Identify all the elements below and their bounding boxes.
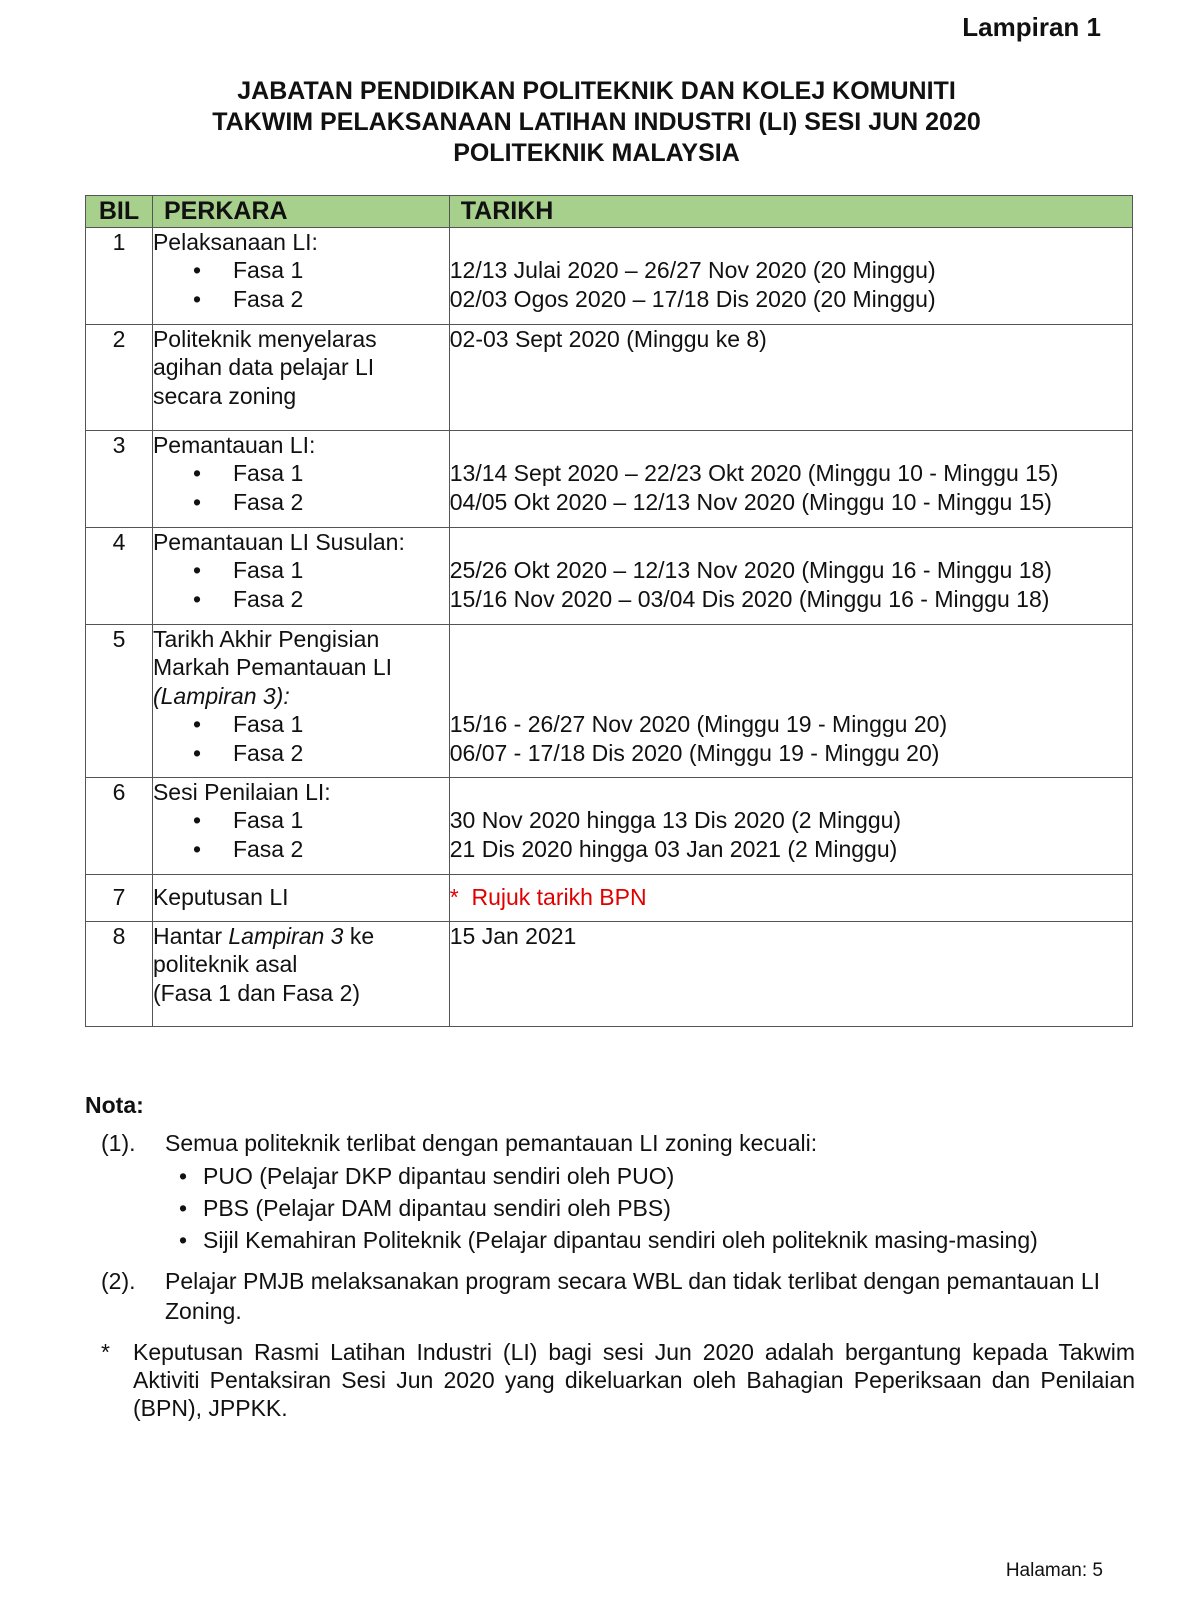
heading-line-2: TAKWIM PELAKSANAAN LATIHAN INDUSTRI (LI) SESI JUN 2020	[212, 108, 981, 136]
fasa-item: • Fasa 2	[192, 835, 304, 862]
row-perkara	[152, 430, 449, 527]
table-header-row	[86, 196, 1133, 228]
row-bil: 2	[86, 324, 153, 430]
fasa-item: • Fasa 1	[192, 460, 304, 486]
row-bil: 1	[86, 227, 153, 324]
perkara-line: Politeknik menyelaras	[152, 325, 377, 352]
footnote-text: Keputusan Rasmi Latihan Industri (LI) bagi sesi Jun 2020 adalah bergantung kepada Takwim Aktiviti Pentaksiran Sesi Jun 2020 yang dikeluarkan oleh Bahagian Peperiksaan dan Penilaian (BPN), JPPKK.	[133, 1339, 1135, 1421]
notes-title: Nota:	[85, 1092, 144, 1118]
perkara-line: (Fasa 1 dan Fasa 2)	[152, 979, 361, 1006]
row-tarikh	[449, 624, 1132, 777]
perkara-label: Pelaksanaan LI:	[152, 228, 318, 255]
note-number: (2).	[101, 1268, 136, 1294]
row-perkara	[152, 227, 449, 324]
attachment-label: Lampiran 1	[962, 12, 1101, 42]
list-item: • PBS (Pelajar DAM dipantau sendiri oleh PBS)	[179, 1195, 671, 1221]
row-bil: 4	[86, 527, 153, 624]
date-line: 13/14 Sept 2020 – 22/23 Okt 2020 (Minggu 10 - Minggu 15)	[449, 460, 1059, 486]
date-line: 21 Dis 2020 hingga 03 Jan 2021 (2 Minggu)	[449, 835, 898, 862]
fasa-item: • Fasa 1	[192, 807, 304, 833]
perkara-line: politeknik asal	[152, 951, 298, 977]
footnote	[85, 1338, 1135, 1422]
table-row	[86, 624, 1133, 777]
row-tarikh	[449, 527, 1132, 624]
note-text: Semua politeknik terlibat dengan pemantauan LI zoning kecuali:	[165, 1130, 818, 1156]
row-perkara	[152, 921, 449, 1026]
perkara-label: Pemantauan LI Susulan:	[152, 528, 405, 555]
table-row	[86, 777, 1133, 874]
row-perkara	[152, 527, 449, 624]
table-row	[86, 921, 1133, 1026]
note-item	[85, 1128, 1135, 1256]
table-row	[86, 324, 1133, 430]
date-line: 12/13 Julai 2020 – 26/27 Nov 2020 (20 Minggu)	[449, 257, 936, 283]
table-row	[86, 430, 1133, 527]
note-item	[85, 1266, 1135, 1326]
date-line: 30 Nov 2020 hingga 13 Dis 2020 (2 Minggu)	[449, 807, 902, 833]
row-bil: 5	[86, 624, 153, 777]
heading-line-3: POLITEKNIK MALAYSIA	[453, 139, 740, 167]
row-tarikh	[449, 874, 1132, 921]
row-bil: 7	[86, 874, 153, 921]
row-tarikh	[449, 430, 1132, 527]
date-line: 15/16 - 26/27 Nov 2020 (Minggu 19 - Minggu 20)	[449, 711, 948, 737]
list-item: • PUO (Pelajar DKP dipantau sendiri oleh PUO)	[179, 1163, 675, 1189]
heading-line-1: JABATAN PENDIDIKAN POLITEKNIK DAN KOLEJ KOMUNITI	[237, 77, 956, 105]
table-row	[86, 527, 1133, 624]
row-perkara: Keputusan LI	[152, 874, 449, 921]
page-number: Halaman: 5	[1005, 1560, 1103, 1581]
fasa-item: • Fasa 2	[192, 488, 304, 515]
header-tarikh: TARIKH	[449, 196, 1132, 228]
note-text: Pelajar PMJB melaksanakan program secara WBL dan tidak terlibat dengan pemantauan LI Zoning.	[165, 1268, 1101, 1324]
notes-section	[85, 1090, 1135, 1422]
list-item: • Sijil Kemahiran Politeknik (Pelajar dipantau sendiri oleh politeknik masing-masing)	[179, 1227, 1038, 1253]
perkara-italic: (Lampiran 3):	[152, 682, 290, 709]
row-bil: 3	[86, 430, 153, 527]
fasa-item: • Fasa 1	[192, 557, 304, 583]
document-heading	[0, 76, 1193, 169]
row-perkara	[152, 324, 449, 430]
perkara-line: Markah Pemantauan LI	[152, 654, 393, 680]
perkara-label: Pemantauan LI:	[152, 431, 316, 458]
perkara-line: secara zoning	[152, 382, 297, 409]
row-bil: 6	[86, 777, 153, 874]
date-line: 02-03 Sept 2020 (Minggu ke 8)	[449, 325, 767, 352]
date-line: 25/26 Okt 2020 – 12/13 Nov 2020 (Minggu 16 - Minggu 18)	[449, 557, 1052, 583]
schedule-table	[85, 195, 1133, 1027]
date-line: 15 Jan 2021	[449, 922, 577, 949]
perkara-line: Hantar Lampiran 3 ke	[152, 922, 375, 949]
perkara-label: Sesi Penilaian LI:	[152, 778, 331, 805]
row-tarikh	[449, 227, 1132, 324]
table-row	[86, 874, 1133, 921]
date-line: 15/16 Nov 2020 – 03/04 Dis 2020 (Minggu 16 - Minggu 18)	[449, 585, 1050, 612]
row-perkara	[152, 777, 449, 874]
perkara-line: Tarikh Akhir Pengisian	[152, 625, 380, 652]
row-tarikh	[449, 777, 1132, 874]
table-row	[86, 227, 1133, 324]
fasa-item: • Fasa 2	[192, 739, 304, 766]
fasa-item: • Fasa 2	[192, 285, 304, 312]
date-line: 06/07 - 17/18 Dis 2020 (Minggu 19 - Minggu 20)	[449, 739, 940, 766]
row-bil: 8	[86, 921, 153, 1026]
row-tarikh	[449, 921, 1132, 1026]
asterisk-mark: *	[449, 883, 459, 910]
row-tarikh	[449, 324, 1132, 430]
date-line: 04/05 Okt 2020 – 12/13 Nov 2020 (Minggu 10 - Minggu 15)	[449, 488, 1052, 515]
fasa-item: • Fasa 1	[192, 711, 304, 737]
fasa-item: • Fasa 2	[192, 585, 304, 612]
fasa-item: • Fasa 1	[192, 257, 304, 283]
note-number: (1).	[101, 1130, 136, 1156]
header-perkara: PERKARA	[152, 196, 449, 228]
refer-bpn-note: Rujuk tarikh BPN	[471, 883, 647, 910]
footnote-asterisk: *	[101, 1339, 110, 1365]
header-bil: BIL	[86, 196, 153, 228]
note-sublist	[165, 1160, 1135, 1256]
row-perkara	[152, 624, 449, 777]
perkara-line: agihan data pelajar LI	[152, 354, 375, 380]
date-line: 02/03 Ogos 2020 – 17/18 Dis 2020 (20 Minggu)	[449, 285, 936, 312]
